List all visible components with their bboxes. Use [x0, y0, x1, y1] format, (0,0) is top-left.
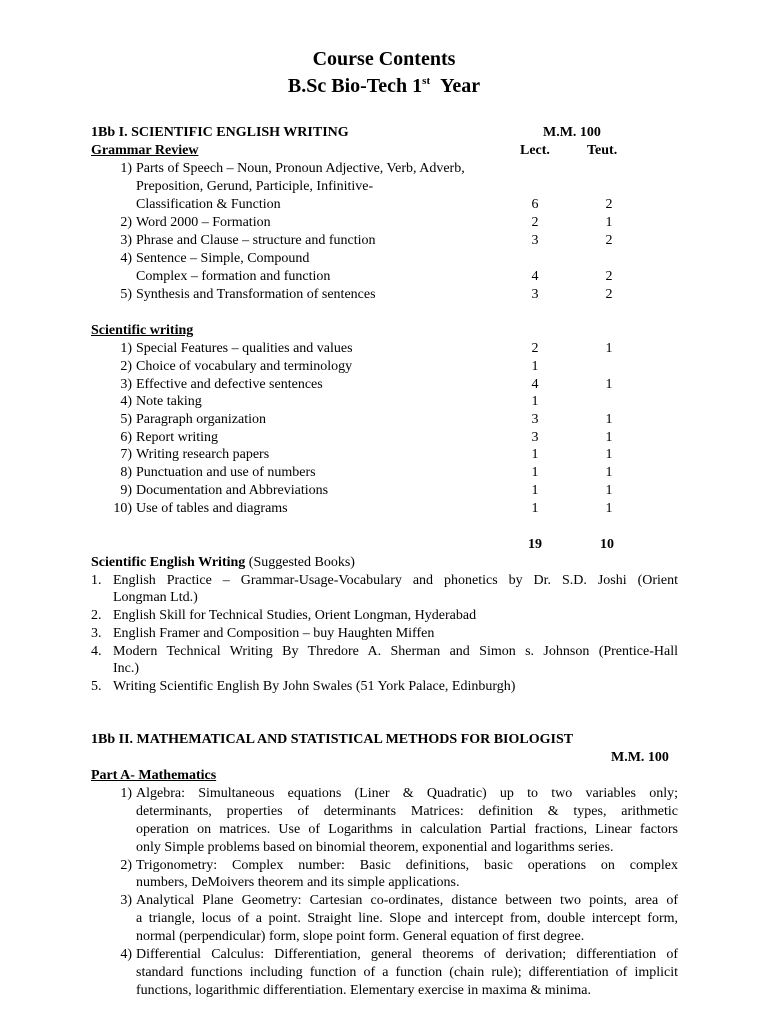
item-text: standard functions including function of a function (chain rule); differentiation of implicit: [136, 965, 678, 980]
item-text: Parts of Speech – Noun, Pronoun Adjective, Verb, Adverb,: [136, 161, 465, 176]
item-number: 1): [120, 161, 132, 176]
item-text: Word 2000 – Formation: [136, 215, 271, 230]
teut-value: 1: [605, 465, 613, 480]
item-number: 5.: [91, 679, 102, 694]
item-text: Phrase and Clause – structure and function: [136, 233, 376, 248]
total-lect: 19: [528, 537, 542, 552]
item-text: Sentence – Simple, Compound: [136, 251, 310, 266]
item-text: Punctuation and use of numbers: [136, 465, 316, 480]
lect-value: 1: [531, 501, 539, 516]
document-subtitle: [0, 74, 768, 98]
item-text: Special Features – qualities and values: [136, 341, 353, 356]
item-number: 4): [120, 394, 132, 409]
item-number: 2): [120, 215, 132, 230]
item-number: 3): [120, 377, 132, 392]
lect-value: 1: [531, 359, 539, 374]
books-title: [91, 554, 355, 571]
item-number: 2.: [91, 608, 102, 623]
item-text: Paragraph organization: [136, 412, 266, 427]
teut-value: 2: [605, 269, 613, 284]
item-number: 1): [120, 341, 132, 356]
item-text: Analytical Plane Geometry: Cartesian co-ordinates, distance between two points, area of: [136, 893, 678, 908]
item-number: 5): [120, 412, 132, 427]
item-text: functions, logarithmic differentiation. Elementary exercise in maxima & minima.: [136, 983, 591, 998]
item-text: Writing Scientific English By John Swales (51 York Palace, Edinburgh): [113, 679, 516, 694]
books-title-rest: (Suggested Books): [245, 555, 355, 570]
teut-value: 1: [605, 430, 613, 445]
section1-marks: M.M. 100: [543, 125, 601, 140]
books-title-bold: Scientific English Writing: [91, 555, 246, 570]
item-text: Writing research papers: [136, 447, 270, 462]
item-text: Synthesis and Transformation of sentences: [136, 287, 376, 302]
teut-value: 2: [605, 233, 613, 248]
document-title: Course Contents: [312, 48, 456, 70]
lect-value: 2: [531, 341, 539, 356]
item-text: English Practice – Grammar-Usage-Vocabulary and phonetics by Dr. S.D. Joshi (Orient: [113, 573, 678, 588]
lect-value: 3: [531, 287, 539, 302]
lect-column-header: Lect.: [520, 143, 550, 158]
item-text: Choice of vocabulary and terminology: [136, 359, 353, 374]
item-text: Differential Calculus: Differentiation, general theorems of derivation; differentiation of: [136, 947, 678, 962]
item-text: Inc.): [113, 661, 140, 676]
subtitle-text: B.Sc Bio-Tech 1: [287, 75, 423, 97]
lect-value: 1: [531, 483, 539, 498]
item-number: 4.: [91, 644, 102, 659]
item-number: 7): [120, 447, 132, 462]
item-number: 9): [120, 483, 132, 498]
item-text: Note taking: [136, 394, 202, 409]
subtitle-year: Year: [440, 75, 481, 97]
grammar-review-title: Grammar Review: [91, 143, 199, 158]
teut-value: 1: [605, 412, 613, 427]
teut-column-header: Teut.: [587, 143, 618, 158]
item-number: 6): [120, 430, 132, 445]
total-teut: 10: [600, 537, 614, 552]
lect-value: 2: [531, 215, 539, 230]
item-text: Effective and defective sentences: [136, 377, 323, 392]
item-text: Modern Technical Writing By Thredore A. Sherman and Simon s. Johnson (Prentice-Hall: [113, 644, 678, 659]
item-number: 1): [120, 786, 132, 801]
item-number: 8): [120, 465, 132, 480]
scientific-writing-title: Scientific writing: [91, 323, 194, 338]
item-text: Classification & Function: [136, 197, 281, 212]
item-text: Report writing: [136, 430, 219, 445]
lect-value: 3: [531, 430, 539, 445]
teut-value: 1: [605, 341, 613, 356]
item-text: numbers, DeMoivers theorem and its simple applications.: [136, 875, 460, 890]
item-number: 10): [113, 501, 132, 516]
teut-value: 1: [605, 501, 613, 516]
item-number: 3): [120, 233, 132, 248]
subtitle-superscript: st: [422, 75, 431, 87]
teut-value: 1: [605, 483, 613, 498]
item-number: 4): [120, 947, 132, 962]
lect-value: 4: [531, 269, 539, 284]
item-text: English Skill for Technical Studies, Orient Longman, Hyderabad: [113, 608, 477, 623]
lect-value: 6: [531, 197, 539, 212]
item-number: 2): [120, 858, 132, 873]
item-number: 3): [120, 893, 132, 908]
item-number: 5): [120, 287, 132, 302]
item-text: English Framer and Composition – buy Haughten Miffen: [113, 626, 435, 641]
item-text: only Simple problems based on binomial theorem, exponential and logarithms series.: [136, 840, 614, 855]
teut-value: 2: [605, 287, 613, 302]
item-text: determinants, properties of determinants Matrices: definition & types, arithmetic: [136, 804, 678, 819]
item-text: Documentation and Abbreviations: [136, 483, 329, 498]
item-text: Preposition, Gerund, Participle, Infinitive-: [136, 179, 374, 194]
section2-marks: M.M. 100: [611, 750, 669, 765]
section2-heading: 1Bb II. MATHEMATICAL AND STATISTICAL METHODS FOR BIOLOGIST: [91, 732, 574, 747]
teut-value: 1: [605, 215, 613, 230]
item-text: Trigonometry: Complex number: Basic definitions, basic operations on complex: [136, 858, 678, 873]
section1-heading: 1Bb I. SCIENTIFIC ENGLISH WRITING: [91, 125, 349, 140]
item-number: 2): [120, 359, 132, 374]
item-text: a triangle, locus of a point. Straight line. Slope and intercept from, double intercept form,: [136, 911, 678, 926]
item-text: Complex – formation and function: [136, 269, 331, 284]
lect-value: 3: [531, 412, 539, 427]
lect-value: 1: [531, 394, 539, 409]
item-number: 1.: [91, 573, 102, 588]
item-text: normal (perpendicular) form, slope point form. General equation of first degree.: [136, 929, 585, 944]
item-text: Use of tables and diagrams: [136, 501, 288, 516]
lect-value: 1: [531, 465, 539, 480]
lect-value: 3: [531, 233, 539, 248]
part-a-title: Part A- Mathematics: [91, 768, 217, 783]
item-text: Longman Ltd.): [113, 590, 198, 605]
item-number: 4): [120, 251, 132, 266]
lect-value: 4: [531, 377, 539, 392]
item-text: Algebra: Simultaneous equations (Liner & Quadratic) up to two variables only;: [136, 786, 678, 801]
teut-value: 2: [605, 197, 613, 212]
item-number: 3.: [91, 626, 102, 641]
item-text: operation on matrices. Use of Logarithms in calculation Partial fractions, Linear factors: [136, 822, 678, 837]
lect-value: 1: [531, 447, 539, 462]
teut-value: 1: [605, 377, 613, 392]
teut-value: 1: [605, 447, 613, 462]
